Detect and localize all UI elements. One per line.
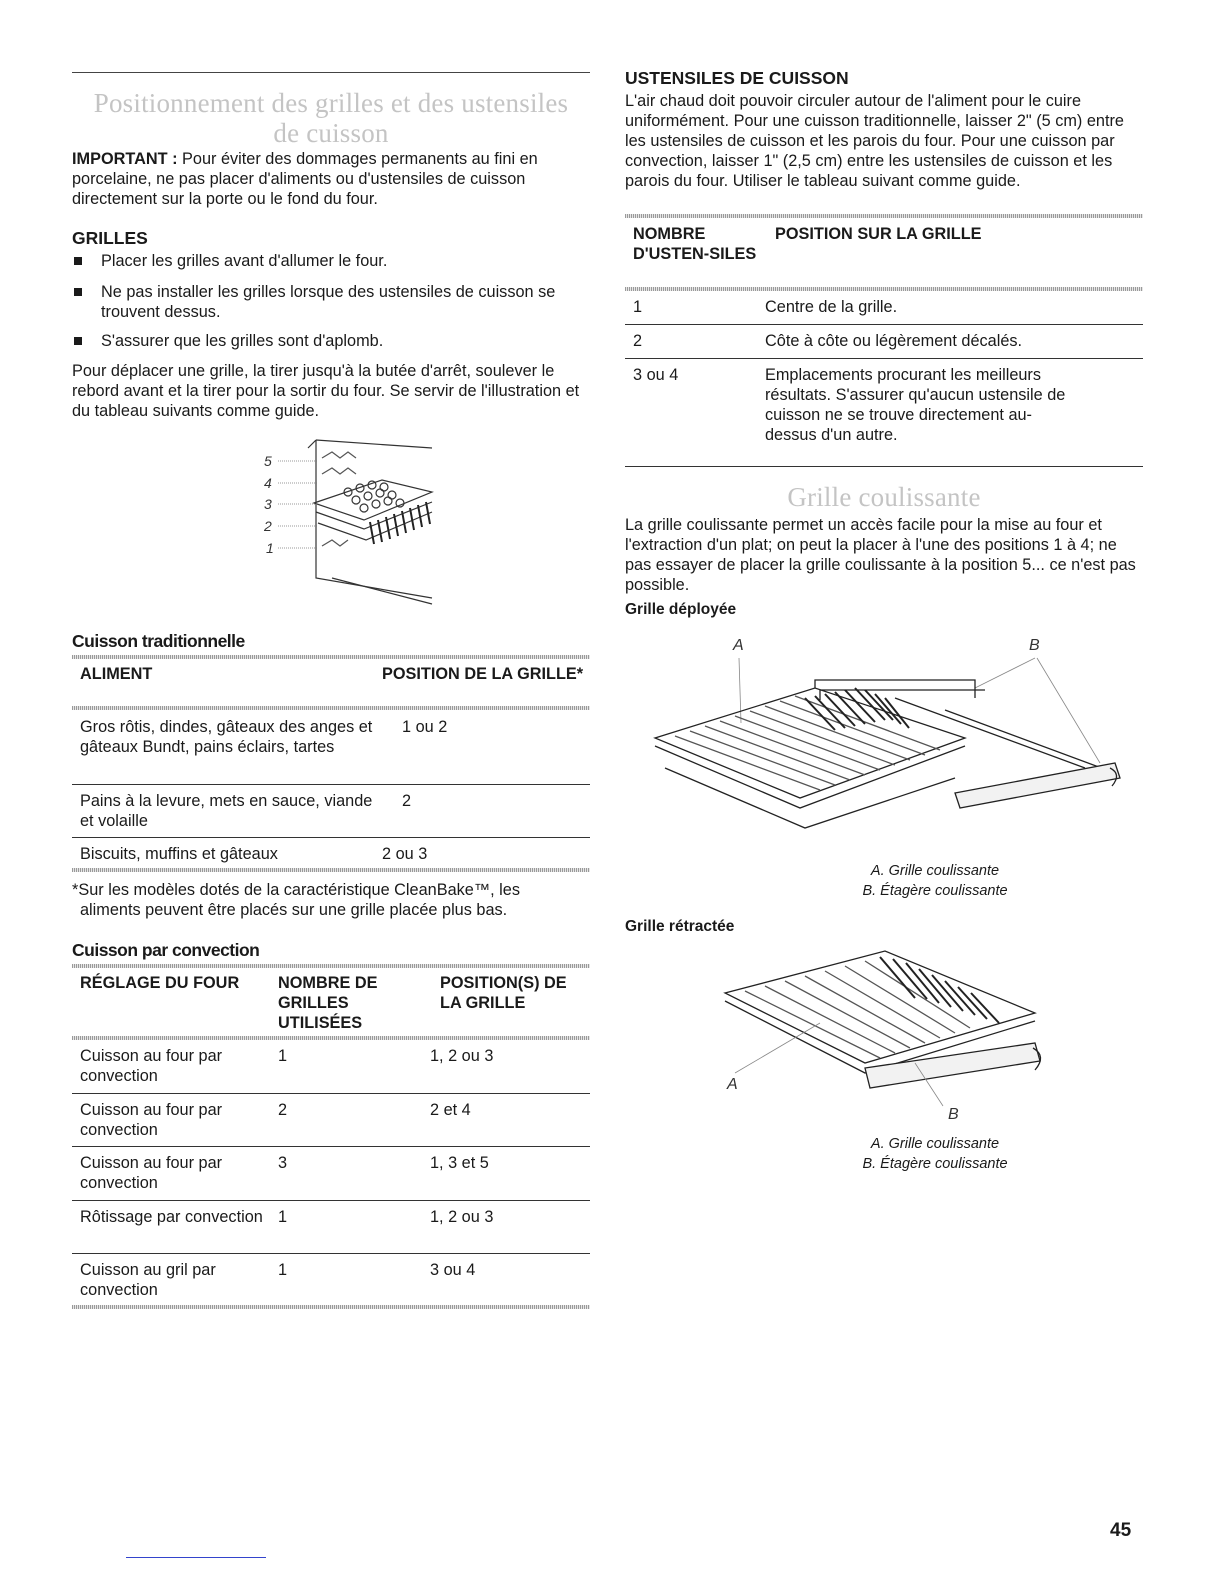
convection-table-body bbox=[80, 1260, 590, 1300]
pans-table-head bbox=[633, 224, 1143, 264]
table-row bbox=[80, 844, 590, 868]
table-cell: Cuisson au four par convection bbox=[80, 1154, 223, 1192]
move-rack-paragraph: Pour déplacer une grille, la tirer jusqu'à la butée d'arrêt, soulever le rebord avant et la tirer pour la sortir du four. Se servir de l'illustration et du tableau suivants comme guide. bbox=[72, 362, 580, 420]
col-header: ALIMENT bbox=[80, 665, 153, 683]
table-cell: 1, 3 et 5 bbox=[430, 1154, 489, 1172]
extended-label: Grille déployée bbox=[625, 601, 737, 618]
table-header-rule bbox=[625, 287, 1143, 291]
table-cell: Gros rôtis, dindes, gâteaux des anges et gâteaux Bundt, pains éclairs, tartes bbox=[80, 718, 373, 756]
section-title-line2: de cuisson bbox=[273, 118, 389, 148]
traditional-table-body bbox=[80, 844, 590, 868]
table-top-rule bbox=[72, 655, 590, 659]
rack-number-3: 3 bbox=[264, 496, 272, 512]
bullet-item: Ne pas installer les grilles lorsque des ustensiles de cuisson se trouvent dessus. bbox=[101, 283, 556, 321]
bullet-item: Placer les grilles avant d'allumer le four. bbox=[101, 252, 388, 270]
bullet-marker bbox=[74, 337, 82, 345]
row-rule bbox=[72, 1093, 590, 1094]
table-cell: 1, 2 ou 3 bbox=[430, 1208, 494, 1226]
oven-rack-illustration bbox=[262, 428, 442, 608]
bullet-marker bbox=[74, 257, 82, 265]
retracted-rack-illustration bbox=[715, 943, 1065, 1128]
col-header: NOMBRE D'USTEN-SILES bbox=[633, 225, 757, 263]
row-rule bbox=[72, 784, 590, 785]
page-number: 45 bbox=[1110, 1520, 1132, 1541]
table-bottom-rule bbox=[625, 466, 1143, 467]
rack-number-2: 2 bbox=[264, 518, 272, 534]
convection-table-body bbox=[80, 1100, 590, 1140]
table-cell: Cuisson au four par convection bbox=[80, 1047, 223, 1085]
table-cell: 2 bbox=[278, 1101, 288, 1119]
callout-b: B bbox=[948, 1106, 959, 1123]
grilles-heading: GRILLES bbox=[72, 228, 148, 248]
row-rule bbox=[72, 1200, 590, 1201]
table-cell: 2 bbox=[633, 332, 643, 350]
table-cell: 1 bbox=[633, 298, 643, 316]
section-title bbox=[72, 88, 590, 148]
important-paragraph bbox=[72, 149, 590, 209]
pans-table-body bbox=[633, 297, 1143, 317]
col-header: POSITION DE LA GRILLE* bbox=[382, 665, 584, 683]
table-row bbox=[80, 1260, 590, 1300]
table-row bbox=[80, 717, 590, 784]
table-cell: 2 et 4 bbox=[430, 1101, 471, 1119]
pans-table-body bbox=[633, 365, 1143, 445]
ustensiles-heading: USTENSILES DE CUISSON bbox=[625, 68, 849, 88]
table-cell: 1 bbox=[278, 1047, 288, 1065]
table-cell: Centre de la grille. bbox=[765, 298, 898, 316]
table-row bbox=[633, 331, 1143, 351]
convection-table-body bbox=[80, 1153, 590, 1193]
table-header-rule bbox=[72, 706, 590, 710]
callout-a: A bbox=[727, 1076, 738, 1093]
table-row bbox=[80, 791, 590, 837]
callout-b: B bbox=[1029, 637, 1040, 654]
traditional-heading: Cuisson traditionnelle bbox=[72, 631, 245, 651]
retracted-caption-b: B. Étagère coulissante bbox=[862, 1156, 1008, 1172]
bullet-marker bbox=[74, 288, 82, 296]
row-rule bbox=[625, 324, 1143, 325]
table-cell: 2 bbox=[402, 792, 412, 810]
rack-number-1: 1 bbox=[266, 540, 274, 556]
top-rule bbox=[72, 72, 590, 73]
col-header: POSITION SUR LA GRILLE bbox=[775, 225, 982, 243]
footnote: *Sur les modèles dotés de la caractéristique CleanBake™, les aliments peuvent être placés sur une grille placée plus bas. bbox=[72, 881, 520, 919]
table-cell: 3 bbox=[278, 1154, 288, 1172]
table-row bbox=[80, 1046, 590, 1086]
table-cell: Emplacements procurant les meilleurs résultats. S'assurer qu'aucun ustensile de cuisson ne se trouve directement au-dessus d'un autre. bbox=[765, 366, 1066, 444]
convection-table-body bbox=[80, 1207, 590, 1227]
bullet-item: S'assurer que les grilles sont d'aplomb. bbox=[101, 332, 384, 350]
table-top-rule bbox=[625, 214, 1143, 218]
table-cell: Rôtissage par convection bbox=[80, 1208, 263, 1226]
table-cell: 2 ou 3 bbox=[382, 845, 428, 863]
table-cell: 1, 2 ou 3 bbox=[430, 1047, 494, 1065]
callout-a: A bbox=[733, 637, 744, 654]
rack-number-4: 4 bbox=[264, 475, 272, 491]
table-cell: Cuisson au four par convection bbox=[80, 1101, 223, 1139]
table-cell: 3 ou 4 bbox=[633, 366, 679, 384]
table-row bbox=[80, 1100, 590, 1140]
table-cell: Cuisson au gril par convection bbox=[80, 1261, 216, 1299]
col-header: NOMBRE DE GRILLES UTILISÉES bbox=[278, 974, 378, 1032]
table-bottom-rule bbox=[72, 1305, 590, 1309]
col-header: POSITION(S) DE LA GRILLE bbox=[440, 974, 567, 1012]
row-rule bbox=[72, 1146, 590, 1147]
rack-number-5: 5 bbox=[264, 453, 272, 469]
table-row bbox=[633, 365, 1143, 445]
extended-caption-b: B. Étagère coulissante bbox=[862, 883, 1008, 899]
table-top-rule bbox=[72, 964, 590, 968]
convection-table-body bbox=[80, 1046, 590, 1086]
convection-table-head bbox=[80, 973, 590, 1033]
slide-rack-paragraph: La grille coulissante permet un accès facile pour la mise au four et l'extraction d'un plat; on peut la placer à l'une des positions 1 à 4; ne pas essayer de placer la grille coulissante à la position 5... ce n'est pas possible. bbox=[625, 516, 1136, 594]
ustensiles-paragraph: L'air chaud doit pouvoir circuler autour de l'aliment pour le cuire uniformément. Pour une cuisson traditionnelle, laisser 2" (5 cm) entre les ustensiles de cuisson et les parois du four. Pour une cuisson par convection, laisser 1" (2,5 cm) entre les ustensiles de cuisson et les parois du four. Utiliser le tableau suivant comme guide. bbox=[625, 92, 1124, 190]
convection-heading: Cuisson par convection bbox=[72, 940, 260, 960]
table-cell: 3 ou 4 bbox=[430, 1261, 476, 1279]
section-title-line1: Positionnement des grilles et des ustensiles bbox=[93, 88, 569, 118]
retracted-caption-a: A. Grille coulissante bbox=[870, 1136, 1000, 1152]
row-rule bbox=[72, 837, 590, 838]
table-cell: Pains à la levure, mets en sauce, viande et volaille bbox=[80, 792, 373, 830]
slide-rack-title: Grille coulissante bbox=[787, 482, 981, 512]
table-row bbox=[80, 1207, 590, 1227]
col-header: RÉGLAGE DU FOUR bbox=[80, 974, 240, 992]
table-row bbox=[633, 297, 1143, 317]
important-label: IMPORTANT : bbox=[72, 150, 178, 168]
important-text: Pour éviter des dommages permanents au fini en porcelaine, ne pas placer d'aliments ou d'ustensiles de cuisson directement sur la porte ou le fond du four. bbox=[72, 150, 538, 208]
table-cell: Côte à côte ou légèrement décalés. bbox=[765, 332, 1023, 350]
traditional-table bbox=[80, 664, 590, 706]
table-cell: Biscuits, muffins et gâteaux bbox=[80, 845, 278, 863]
traditional-table-body bbox=[80, 791, 590, 837]
bottom-link-line bbox=[126, 1557, 266, 1558]
row-rule bbox=[625, 358, 1143, 359]
table-cell: 1 ou 2 bbox=[402, 718, 448, 736]
table-header-rule bbox=[72, 1036, 590, 1040]
row-rule bbox=[72, 1253, 590, 1254]
table-row bbox=[80, 1153, 590, 1193]
table-cell: 1 bbox=[278, 1208, 288, 1226]
pans-table-body bbox=[633, 331, 1143, 351]
table-cell: 1 bbox=[278, 1261, 288, 1279]
traditional-table-body bbox=[80, 717, 590, 784]
table-bottom-rule bbox=[72, 868, 590, 872]
extended-caption-a: A. Grille coulissante bbox=[870, 863, 1000, 879]
retracted-label: Grille rétractée bbox=[625, 918, 735, 935]
extended-rack-illustration bbox=[645, 628, 1135, 853]
